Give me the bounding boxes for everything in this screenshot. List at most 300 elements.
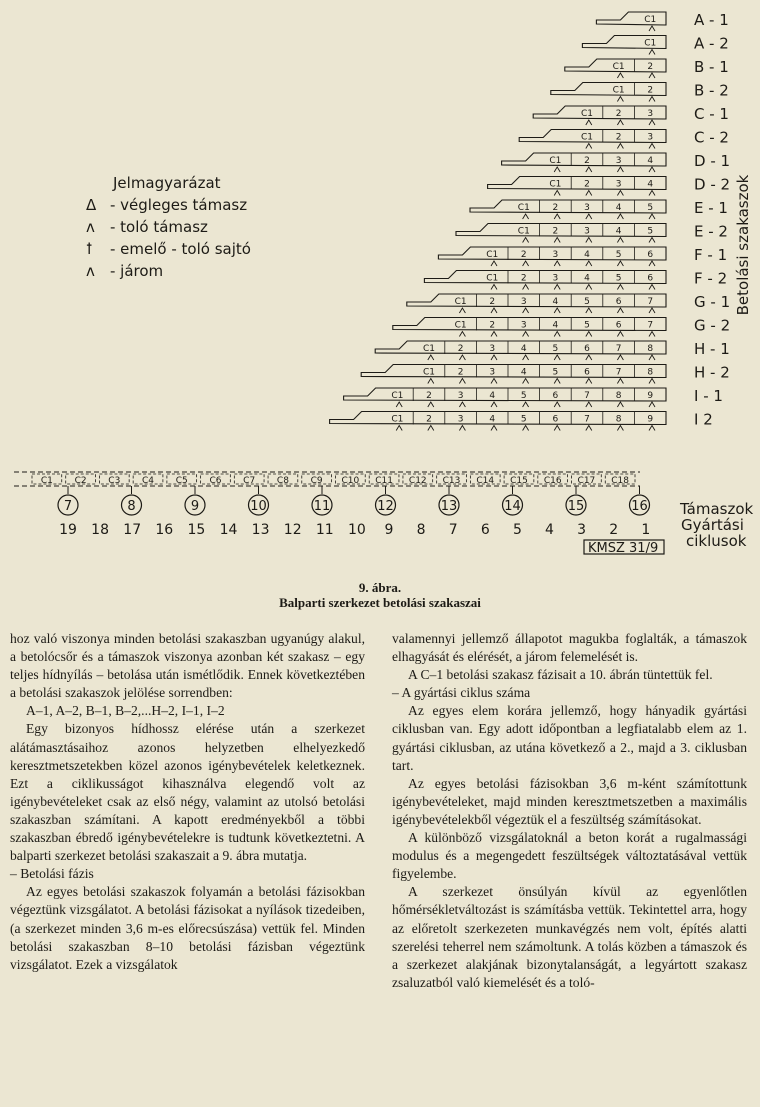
support-mark [396,426,402,431]
supports-label: Támaszok [680,500,754,518]
segment-cycle-label: 3 [615,156,622,166]
legend-text-trestle: - járom [110,262,164,280]
formwork-cell-label: C15 [510,476,528,486]
ref-code: KMSZ 31/9 [588,541,659,556]
stage-row [582,35,728,55]
support-mark [554,167,560,172]
cycle-number: 6 [480,522,490,538]
cycle-number: 3 [577,522,587,538]
axis-title: Betolási szakaszok [734,174,752,316]
cycle-number: 9 [384,522,394,538]
stage-row [344,387,723,407]
formwork-cell-label: C8 [276,476,289,486]
legend-title: Jelmagyarázat [113,174,221,192]
support-mark [617,379,623,384]
support-mark [459,379,465,384]
stage-label: G - 1 [694,293,731,311]
stage-row [519,129,729,149]
stage-label: H - 2 [694,363,730,382]
stage-label: B - 1 [694,58,729,76]
cycle-number: 16 [155,522,174,538]
support-number: 13 [440,499,458,514]
segment-cycle-label: C1 [517,203,530,213]
support-mark [617,73,623,78]
segment-cycle-label: C1 [454,320,467,331]
segment-cycle-label: C1 [644,15,657,25]
support-mark [523,261,529,266]
segment-cycle-label: 9 [647,414,654,425]
segment-cycle-label: 5 [615,250,622,260]
support-mark [617,238,623,243]
segment-cycle-label: 4 [647,156,654,166]
paragraph: A szerkezet önsúlyán kívül az egyenlőtlen hőmérsékletváltozást is számításba vettük. Tekintettel arra, hogy az előretolt szerkezeten munkavégzés nem volt, építés alatti szerelési teherrel nem számoltunk. A tolás közben a támaszok és a szerkezet alakjának bizonytalanságát, a legyártott szakasz zsaluzatból való kiemelését és a toló- [392,884,747,990]
support-mark [649,120,655,125]
support-mark [649,402,655,407]
support-mark [649,261,655,266]
support-mark [586,261,592,266]
support-mark [523,214,529,219]
segment-cycle-label: 2 [615,109,622,119]
segment-cycle-label: 6 [552,414,559,425]
segment-cycle-label: 2 [426,391,432,401]
segment-cycle-label: C1 [391,414,404,425]
cycle-number: 7 [448,522,458,538]
stage-label: F - 1 [694,246,728,264]
legend-symbol-lifting-jack: ꝉ [86,240,93,258]
segment-cycle-label: 2 [457,344,464,354]
segment-cycle-label: 2 [457,367,464,378]
segment-cycle-label: 3 [647,109,654,119]
support-mark [617,426,623,431]
segment-cycle-label: C1 [454,297,467,307]
formwork-cell-label: C18 [611,476,630,486]
cycle-number: 10 [347,522,366,538]
segment-cycle-label: C1 [517,226,530,237]
segment-cycle-label: 7 [615,367,622,378]
support-mark [586,167,592,172]
support-mark [428,379,434,384]
support-mark [586,332,592,337]
cycle-number: 18 [91,522,110,538]
segment-cycle-label: 3 [615,179,622,190]
cycle-number: 2 [609,522,619,538]
support-mark [523,332,529,337]
segment-cycle-label: 7 [615,344,622,354]
segment-cycle-label: 3 [584,226,590,237]
support-mark [617,167,623,172]
support-mark [491,426,497,431]
segment-cycle-label: C1 [580,109,594,119]
deck-outline [407,294,666,307]
segment-cycle-label: 6 [647,273,654,284]
cycles-label-line1: Gyártási [681,516,744,534]
stage-row [375,340,730,360]
support-mark [649,355,655,360]
segment-cycle-label: 5 [552,367,559,378]
cycle-number: 8 [416,522,426,538]
support-mark [649,379,655,384]
support-mark [586,238,592,243]
support-mark [396,402,402,407]
stage-row [470,199,728,219]
segment-cycle-label: 8 [615,414,622,425]
support-mark [554,261,560,266]
segment-cycle-label: 5 [615,273,622,284]
cycles-label-line2: ciklusok [686,532,747,550]
support-mark [617,402,623,407]
segment-cycle-label: 3 [552,250,559,260]
stage-row [438,246,727,266]
legend-symbol-final-support: Δ [86,196,97,214]
segment-cycle-label: 5 [552,344,559,354]
segment-cycle-label: C1 [486,273,499,284]
stage-row [330,411,713,431]
segment-cycle-label: C1 [549,179,562,190]
support-mark [428,426,434,431]
support-mark [617,308,623,313]
support-mark [649,50,655,55]
formwork-cell-label: C4 [142,476,155,486]
segment-cycle-label: 4 [520,367,527,378]
segment-cycle-label: 6 [647,250,654,260]
stage-label: C - 1 [694,105,729,123]
segment-cycle-label: 3 [520,320,527,331]
cycle-number: 1 [641,522,651,538]
stage-row [488,176,730,196]
segment-cycle-label: C1 [391,391,404,401]
support-mark [523,426,529,431]
stage-label: G - 2 [694,316,731,335]
segment-cycle-label: 3 [552,273,559,284]
deck-outline [488,177,666,190]
segment-cycle-label: 3 [647,132,654,143]
stage-label: A - 1 [694,11,729,29]
left-text-column [10,630,365,974]
deck-outline [533,106,666,119]
segment-cycle-label: 7 [584,391,590,401]
segment-cycle-label: 2 [584,179,590,190]
segment-cycle-label: 3 [584,203,590,213]
formwork-cell-label: C14 [476,476,495,486]
segment-cycle-label: 2 [552,226,559,237]
segment-cycle-label: 7 [647,297,654,307]
support-mark [554,191,560,196]
support-mark [649,73,655,78]
deck-outline [424,271,666,284]
stage-row [361,364,730,384]
stage-row [407,293,730,313]
segment-cycle-label: 4 [552,297,559,307]
paragraph: – Betolási fázis [10,866,94,882]
stage-label: D - 2 [694,175,731,194]
support-mark [554,402,560,407]
support-mark [491,308,497,313]
segment-cycle-label: 2 [489,297,496,307]
segment-cycle-label: 5 [647,226,654,237]
segment-cycle-label: 3 [520,297,527,307]
paragraph: Egy bizonyos hídhossz elérése után a szerkezet alátámasztásaihoz azonos helyzetben elhelyezkedő keresztmetszetekben közel azonos igénybevételek keletkeznek. Ezt a ciklikusságot kihasználva elegendő volt az igénybevételeket csak az első négy, valamint az utolsó betolási szakaszban számítani. A kapott eredményekből a többi szakaszban ébredő igénybevételekre is tudtunk következtetni. A balparti szerkezet betolási szakaszait a 9. ábra mutatja. [10,721,365,864]
segment-cycle-label: C1 [486,250,499,260]
segment-cycle-label: 4 [615,226,622,237]
figure-number: 9. ábra. [358,580,402,595]
segment-cycle-label: 4 [489,391,496,401]
segment-cycle-label: C1 [549,156,562,166]
support-mark [649,285,655,290]
segment-cycle-label: 4 [584,273,590,284]
support-mark [586,120,592,125]
segment-cycle-label: 2 [520,250,527,260]
support-number: 14 [504,499,521,514]
support-mark [649,97,655,102]
segment-cycle-label: C1 [612,85,625,96]
support-mark [649,426,655,431]
support-mark [586,379,592,384]
stage-label: B - 2 [694,81,729,100]
segment-cycle-label: 2 [489,320,496,331]
support-mark [617,261,623,266]
support-mark [617,97,623,102]
support-mark [586,426,592,431]
cycle-number: 12 [283,522,302,538]
segment-cycle-label: 4 [520,344,527,354]
support-mark [523,402,529,407]
support-mark [649,26,655,31]
cycle-number: 13 [251,522,270,538]
paragraph: A C–1 betolási szakasz fázisait a 10. ábrán tüntettük fel. [408,667,713,683]
support-number: 12 [377,499,394,514]
support-mark [523,238,529,243]
production-row [14,472,650,538]
paragraph: – A gyártási ciklus száma [392,685,531,701]
support-mark [523,379,529,384]
stage-row [551,82,729,102]
segment-cycle-label: 2 [647,85,654,96]
support-number: 16 [631,499,648,514]
formwork-cell-label: C16 [543,476,562,486]
support-number: 11 [313,499,331,514]
segment-cycle-label: 6 [615,320,622,331]
cycle-number: 15 [187,522,206,538]
support-mark [554,308,560,313]
support-mark [459,426,465,431]
support-mark [649,191,655,196]
legend-text-lifting-jack: - emelő - toló sajtó [110,240,251,258]
support-mark [586,144,592,149]
segment-cycle-label: C1 [612,62,625,72]
paragraph: hoz való viszonya minden betolási szakaszban ugyanúgy alakul, a betolócsőr és a támaszok viszonya azonban két szakasz – egy teljes hídnyílás – betolása után ismétlődik. Ennek következtében a betolási szakaszok jelölése sorrendben: [10,631,365,701]
support-mark [554,214,560,219]
segment-cycle-label: C1 [580,132,594,143]
support-mark [586,214,592,219]
formwork-cell-label: C6 [209,476,222,486]
segment-cycle-label: 5 [647,203,654,213]
support-mark [649,144,655,149]
stage-label: D - 1 [694,152,731,170]
support-mark [617,332,623,337]
support-mark [649,167,655,172]
stage-label: F - 2 [694,269,728,288]
stage-row [424,270,727,290]
support-mark [523,308,529,313]
legend-symbol-trestle: ᴧ [86,262,95,280]
support-mark [428,402,434,407]
support-mark [523,355,529,360]
support-mark [586,285,592,290]
paragraph: valamennyi jellemző állapotot magukba foglalták, a támaszok elhagyását és elérését, a járom felemelését is. [392,631,747,665]
segment-cycle-label: 5 [520,391,527,401]
right-text-column [392,630,747,992]
cycle-number: 14 [219,522,238,538]
support-mark [554,285,560,290]
formwork-cell-label: C7 [243,476,256,486]
cycle-number: 17 [123,522,142,538]
cycle-number: 5 [512,522,522,538]
stage-row [393,317,730,337]
segment-cycle-label: 4 [647,179,654,190]
formwork-cell-label: C13 [442,476,461,486]
support-mark [459,402,465,407]
segment-cycle-label: 3 [457,414,464,425]
segment-cycle-label: 3 [457,391,464,401]
formwork-cell-label: C11 [375,476,393,486]
support-mark [586,355,592,360]
support-mark [523,285,529,290]
cycle-number: 19 [59,522,77,538]
support-mark [491,402,497,407]
segment-cycle-label: 4 [552,320,559,331]
support-mark [586,308,592,313]
support-mark [586,402,592,407]
support-number: 7 [63,499,73,514]
formwork-cell-label: C5 [175,476,188,486]
segment-cycle-label: C1 [422,344,436,354]
stage-row [456,223,728,243]
stage-row [565,58,729,78]
stage-label: E - 2 [694,222,728,241]
deck-outline [470,200,666,213]
formwork-cell-label: C17 [577,476,596,486]
segment-cycle-label: 2 [520,273,527,284]
segment-cycle-label: 3 [489,344,496,354]
paragraph: A–1, A–2, B–1, B–2,...H–2, I–1, I–2 [26,703,225,719]
segment-cycle-label: 8 [615,391,622,401]
support-mark [554,332,560,337]
support-mark [649,214,655,219]
support-mark [586,191,592,196]
segment-cycle-label: 2 [552,203,559,213]
support-mark [617,214,623,219]
formwork-cell-label: C1 [40,476,53,486]
stage-label: I 2 [694,410,713,429]
segment-cycle-label: 4 [489,414,496,425]
support-mark [491,332,497,337]
cycle-number: 11 [315,522,334,538]
segment-cycle-label: 4 [615,203,622,213]
support-mark [491,261,497,266]
stage-row [596,11,728,31]
paragraph: A különböző vizsgálatoknál a beton korát a rugalmassági modulus és a megengedett feszültségek változtatásával vettük figyelembe. [392,830,747,882]
support-mark [617,355,623,360]
segment-cycle-label: 2 [426,414,432,425]
legend-text-sliding-support: - toló támasz [110,218,208,236]
segment-cycle-label: 6 [615,297,622,307]
stage-row [533,105,729,125]
support-number: 15 [567,499,585,514]
support-mark [491,285,497,290]
support-mark [649,308,655,313]
deck-outline [393,318,666,331]
support-mark [617,120,623,125]
segment-cycle-label: 2 [584,156,590,166]
support-mark [491,379,497,384]
segment-cycle-label: 2 [647,62,654,72]
segment-cycle-label: 6 [584,344,590,354]
support-mark [428,355,434,360]
paragraph: Az egyes betolási szakaszok folyamán a betolási fázisokban végeztünk vizsgálatot. A betolási fázisokat a nyílások tizedeiben, (a szerkezet minden 3,6 m-es előrecsúszása) vettük fel. Minden betolási szakaszban 8–10 betolási fázisban végeztünk vizsgálatot. Ezek a vizsgálatok [10,884,365,972]
stage-label: E - 1 [694,199,728,217]
support-mark [617,191,623,196]
segment-cycle-label: 7 [647,320,654,331]
segment-cycle-label: 2 [615,132,622,143]
segment-cycle-label: 9 [647,391,654,401]
formwork-cell-label: C9 [310,476,323,486]
segment-cycle-label: 6 [552,391,559,401]
support-mark [649,238,655,243]
support-mark [459,355,465,360]
support-number: 8 [127,499,136,514]
segment-cycle-label: 6 [584,367,590,378]
support-mark [491,355,497,360]
segment-cycle-label: 5 [584,320,590,331]
stage-label: H - 1 [694,340,730,358]
stage-label: A - 2 [694,34,729,53]
segment-cycle-label: C1 [422,367,436,378]
support-mark [554,379,560,384]
legend-text-final-support: - végleges támasz [110,196,248,214]
support-mark [649,332,655,337]
formwork-cell-label: C10 [341,476,360,486]
segment-cycle-label: 7 [584,414,590,425]
stage-row [502,152,730,172]
support-mark [554,355,560,360]
stage-label: C - 2 [694,128,729,147]
segment-cycle-label: C1 [644,38,657,49]
paragraph: Az egyes betolási fázisokban 3,6 m-ként számítottunk igénybevételeket, majd minden keresztmetszetben a maximális igénybevételekből végeztük el a feszültség számításokat. [392,775,747,827]
support-mark [554,238,560,243]
support-mark [554,426,560,431]
support-number: 9 [190,499,200,514]
segment-cycle-label: 5 [584,297,590,307]
cycle-number: 4 [545,522,554,538]
segment-cycle-label: 4 [584,250,590,260]
formwork-cell-label: C3 [108,476,121,486]
segment-cycle-label: 8 [647,367,654,378]
stage-label: I - 1 [694,387,723,405]
legend [86,174,251,280]
support-mark [459,332,465,337]
support-mark [617,144,623,149]
segment-cycle-label: 3 [489,367,496,378]
formwork-cell-label: C12 [408,476,427,486]
formwork-cell-label: C2 [74,476,87,486]
figure-title: Balparti szerkezet betolási szakaszai [279,595,481,610]
paragraph: Az egyes elem korára jellemző, hogy hányadik gyártási ciklusban van. Egy adott időpontban a legfiatalabb elem az 1. gyártási ciklusban, az utána következő a 2., majd a 3. ciklusban tart. [392,703,747,773]
segment-cycle-label: 5 [520,414,527,425]
legend-symbol-sliding-support: ʌ [86,218,95,236]
support-number: 10 [250,499,267,514]
segment-cycle-label: 8 [647,344,654,354]
support-mark [459,308,465,313]
